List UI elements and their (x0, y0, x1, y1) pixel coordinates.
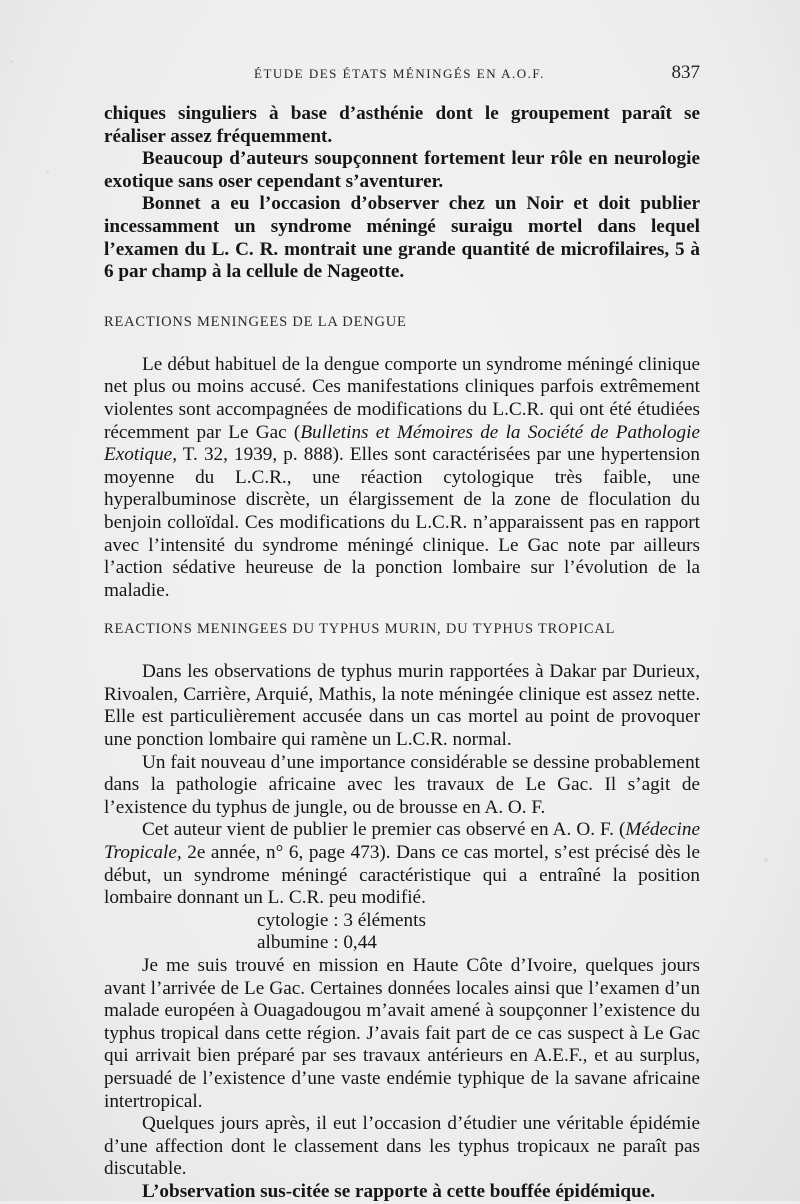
page-header (104, 62, 704, 92)
running-title: ÉTUDE DES ÉTATS MÉNINGÉS EN A.O.F. (254, 66, 545, 81)
albumin-value: albumine : 0,44 (257, 932, 377, 954)
paragraph-first-case-text-a: Cet auteur vient de publier le premier cas observé en A. O. F. ( (142, 819, 626, 841)
paragraph-dengue-text-b: T. 32, 1939, p. 888). Elles sont caractérisées par une hypertension moyenne du L.C.R., une réaction cytologique très faible, une hyperalbuminose discrète, un élargissement de la zone de floculation du benjoin colloïdal. Ces modifications du L.C.R. n’apparaissent pas en rapport avec l’intensité du syndrome méningé clinique. Le Gac note par ailleurs l’action sédative heureuse de la ponction lombaire sur l’évolution de la maladie. (104, 444, 700, 601)
print-speck (10, 60, 13, 63)
body-text (104, 103, 700, 1204)
paragraph-jungle-typhus: Un fait nouveau d’une importance considérable se dessine probablement dans la pathologie africaine avec les travaux de Le Gac. Il s’agit de l’existence du typhus de jungle, ou de brousse en A. O. F. (104, 751, 700, 818)
paragraph-continuation: chiques singuliers à base d’asthénie dont le groupement paraît se réaliser assez fréquemment. (104, 103, 700, 147)
paragraph-epidemic: Quelques jours après, il eut l’occasion d’étudier une véritable épidémie d’une affection dont le classement dans les typhus tropicaux ne paraît pas discutable. (104, 1113, 700, 1180)
paragraph-first-case (104, 819, 700, 909)
paragraph-dengue (104, 354, 700, 603)
paragraph-typhus-murin: Dans les observations de typhus murin rapportées à Dakar par Durieux, Rivoalen, Carrière, Arquié, Mathis, la note méningée clinique est assez nette. Elle est particulièrement accusée dans un cas mortel au point de provoquer une ponction lombaire qui ramène un L.C.R. normal. (104, 661, 700, 751)
print-speck (46, 170, 49, 173)
cytology-value: cytologie : 3 éléments (257, 909, 426, 931)
paragraph-dengue-text-a: Le début habituel de la dengue comporte un syndrome méningé clinique net plus ou moins accusé. Ces manifestations cliniques parfois extrêmement violentes sont accompagnées de modifications du L.C.R. qui ont été étudiées récemment par Le Gac ( (104, 353, 700, 443)
paragraph-first-case-text-b: 2e année, n° 6, page 473). Dans ce cas mortel, s’est précisé dès le début, un syndrome méningé caractéristique qui a entraîné la position lombaire donnant un L. C.R. peu modifié. (104, 842, 700, 909)
paragraph-mission: Je me suis trouvé en mission en Haute Côte d’Ivoire, quelques jours avant l’arrivée de Le Gac. Certaines données locales ainsi que l’examen d’un malade européen à Ouagadougou m’avait amené à soupçonner l’existence du typhus tropical dans cette région. J’avais fait part de ce cas suspect à Le Gac qui arrivait bien préparé par ses travaux antérieurs en A.E.F., et au surplus, persuadé de l’existence d’une vaste endémie typhique de la savane africaine intertropical. (104, 955, 700, 1112)
section-heading-typhus: REACTIONS MENINGEES DU TYPHUS MURIN, DU TYPHUS TROPICAL (104, 621, 616, 638)
paragraph-bonnet: Bonnet a eu l’occasion d’observer chez un Noir et doit publier incessamment un syndrome méningé suraigu mortel dans lequel l’examen du L. C. R. montrait une grande quantité de microfilaires, 5 à 6 par champ à la cellule de Nageotte. (104, 193, 700, 283)
paragraph-authors: Beaucoup d’auteurs soupçonnent fortement leur rôle en neurologie exotique sans oser cependant s’aventurer. (104, 148, 700, 192)
journal-title: Bulletins et Mémoires de la Société de Pathologie Exotique, (104, 421, 700, 466)
paragraph-observation: L’observation sus-citée se rapporte à cette bouffée épidémique. (142, 1180, 656, 1202)
page-number: 837 (671, 62, 700, 83)
journal-title-medecine: Médecine Tropicale, (104, 819, 700, 864)
print-speck (764, 858, 768, 862)
section-heading-dengue: REACTIONS MENINGEES DE LA DENGUE (104, 313, 407, 330)
